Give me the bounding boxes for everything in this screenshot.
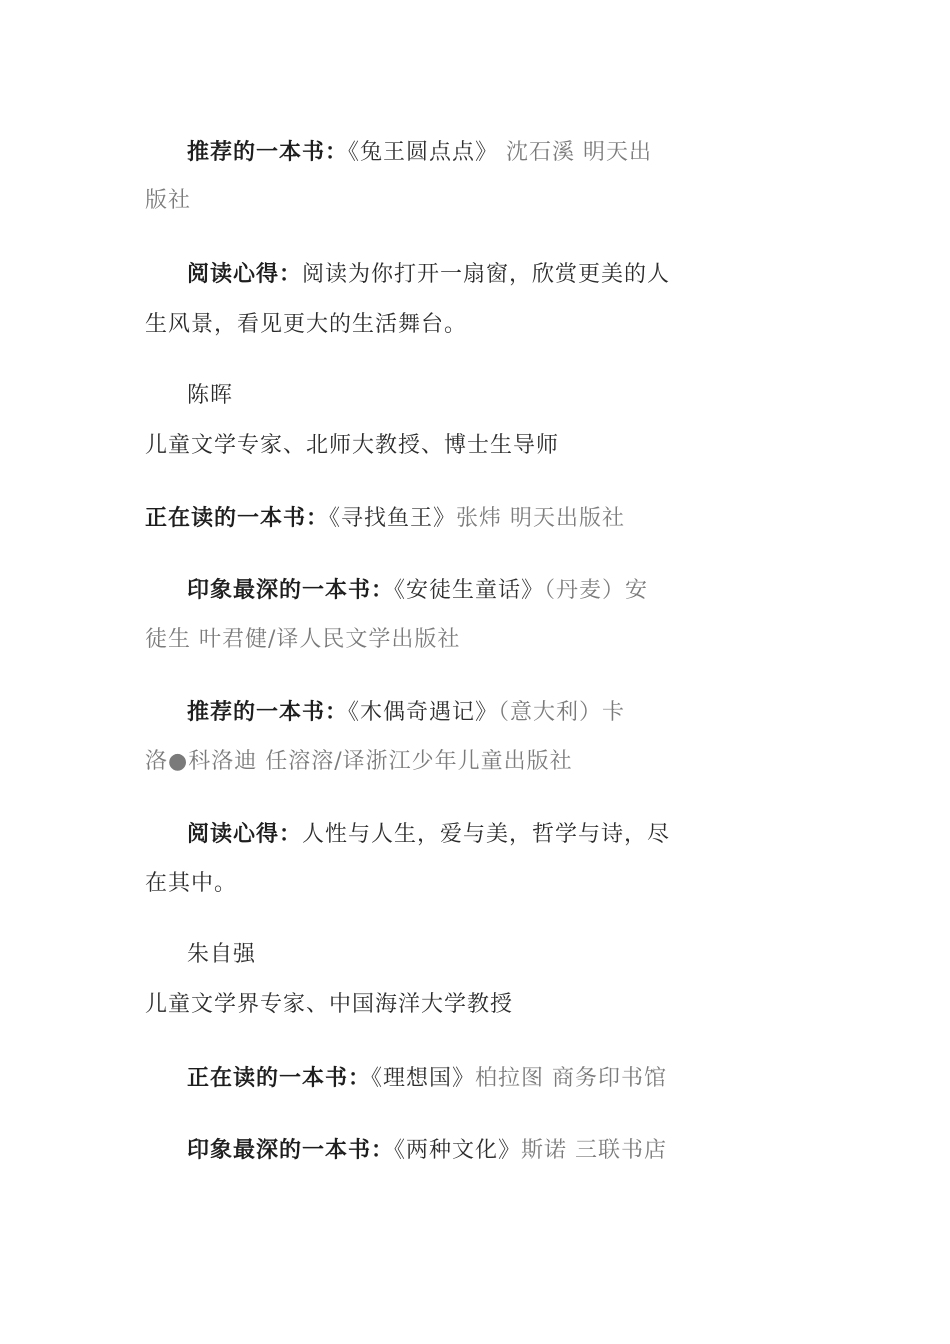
most-impressive-line: [187, 575, 867, 606]
recommend-book-line: [187, 137, 867, 168]
book-title: 《木偶奇遇记》: [348, 700, 499, 725]
reading-notes-label: 阅读心得：: [187, 821, 303, 847]
reading-notes-line-cont: [145, 310, 825, 340]
most-impressive-label: 印象最深的一本书：: [187, 577, 395, 603]
reading-notes-text: 生风景，看见更大的生活舞台。: [145, 312, 468, 337]
expert-name: [187, 381, 867, 411]
expert-name-text: 陈晖: [187, 383, 234, 408]
book-author-publisher: 版社: [145, 188, 192, 213]
reading-notes-label: 阅读心得：: [187, 261, 303, 287]
book-author-publisher: 洛●科洛迪 任溶溶/译浙江少年儿童出版社: [145, 749, 573, 774]
most-impressive-label: 印象最深的一本书：: [187, 1137, 395, 1163]
reading-notes-line: [187, 259, 867, 290]
recommend-book-line: [187, 697, 867, 728]
reading-notes-text: 在其中。: [145, 871, 238, 896]
reading-now-label: 正在读的一本书：: [187, 1065, 372, 1091]
book-title: 《兔王圆点点》: [348, 140, 499, 165]
reading-notes-text: 人性与人生，爱与美，哲学与诗，尽: [302, 822, 671, 847]
reading-notes-line-cont: [145, 869, 825, 899]
book-title: 《安徒生童话》: [394, 578, 545, 603]
book-title: 《理想国》: [371, 1066, 476, 1091]
recommend-book-line-cont: [145, 747, 825, 777]
book-author-publisher: 张炜 明天出版社: [456, 506, 626, 531]
reading-notes-line: [187, 819, 867, 850]
most-impressive-line: [187, 1135, 867, 1166]
recommend-book-label: 推荐的一本书：: [187, 139, 349, 165]
expert-title-text: 儿童文学界专家、中国海洋大学教授: [145, 992, 514, 1017]
recommend-book-line-cont: [145, 186, 825, 216]
expert-title: [145, 990, 825, 1020]
book-author-publisher: 徒生 叶君健/译人民文学出版社: [145, 627, 461, 652]
book-author-publisher: （丹麦）安: [544, 578, 649, 603]
recommend-book-label: 推荐的一本书：: [187, 699, 349, 725]
reading-now-line: [187, 1063, 867, 1094]
book-title: 《两种文化》: [394, 1138, 522, 1163]
book-author-publisher: 柏拉图 商务印书馆: [475, 1066, 668, 1091]
expert-title: [145, 431, 825, 461]
reading-now-label: 正在读的一本书：: [145, 505, 330, 531]
book-author-publisher: 沈石溪 明天出: [498, 140, 653, 165]
book-author-publisher: （意大利）卡: [498, 700, 626, 725]
expert-name: [187, 940, 867, 970]
expert-name-text: 朱自强: [187, 942, 257, 967]
reading-notes-text: 阅读为你打开一扇窗，欣赏更美的人: [302, 262, 671, 287]
reading-now-line: [145, 503, 825, 534]
expert-title-text: 儿童文学专家、北师大教授、博士生导师: [145, 433, 560, 458]
book-title: 《寻找鱼王》: [329, 506, 457, 531]
most-impressive-line-cont: [145, 625, 825, 655]
book-author-publisher: 斯诺 三联书店: [521, 1138, 668, 1163]
